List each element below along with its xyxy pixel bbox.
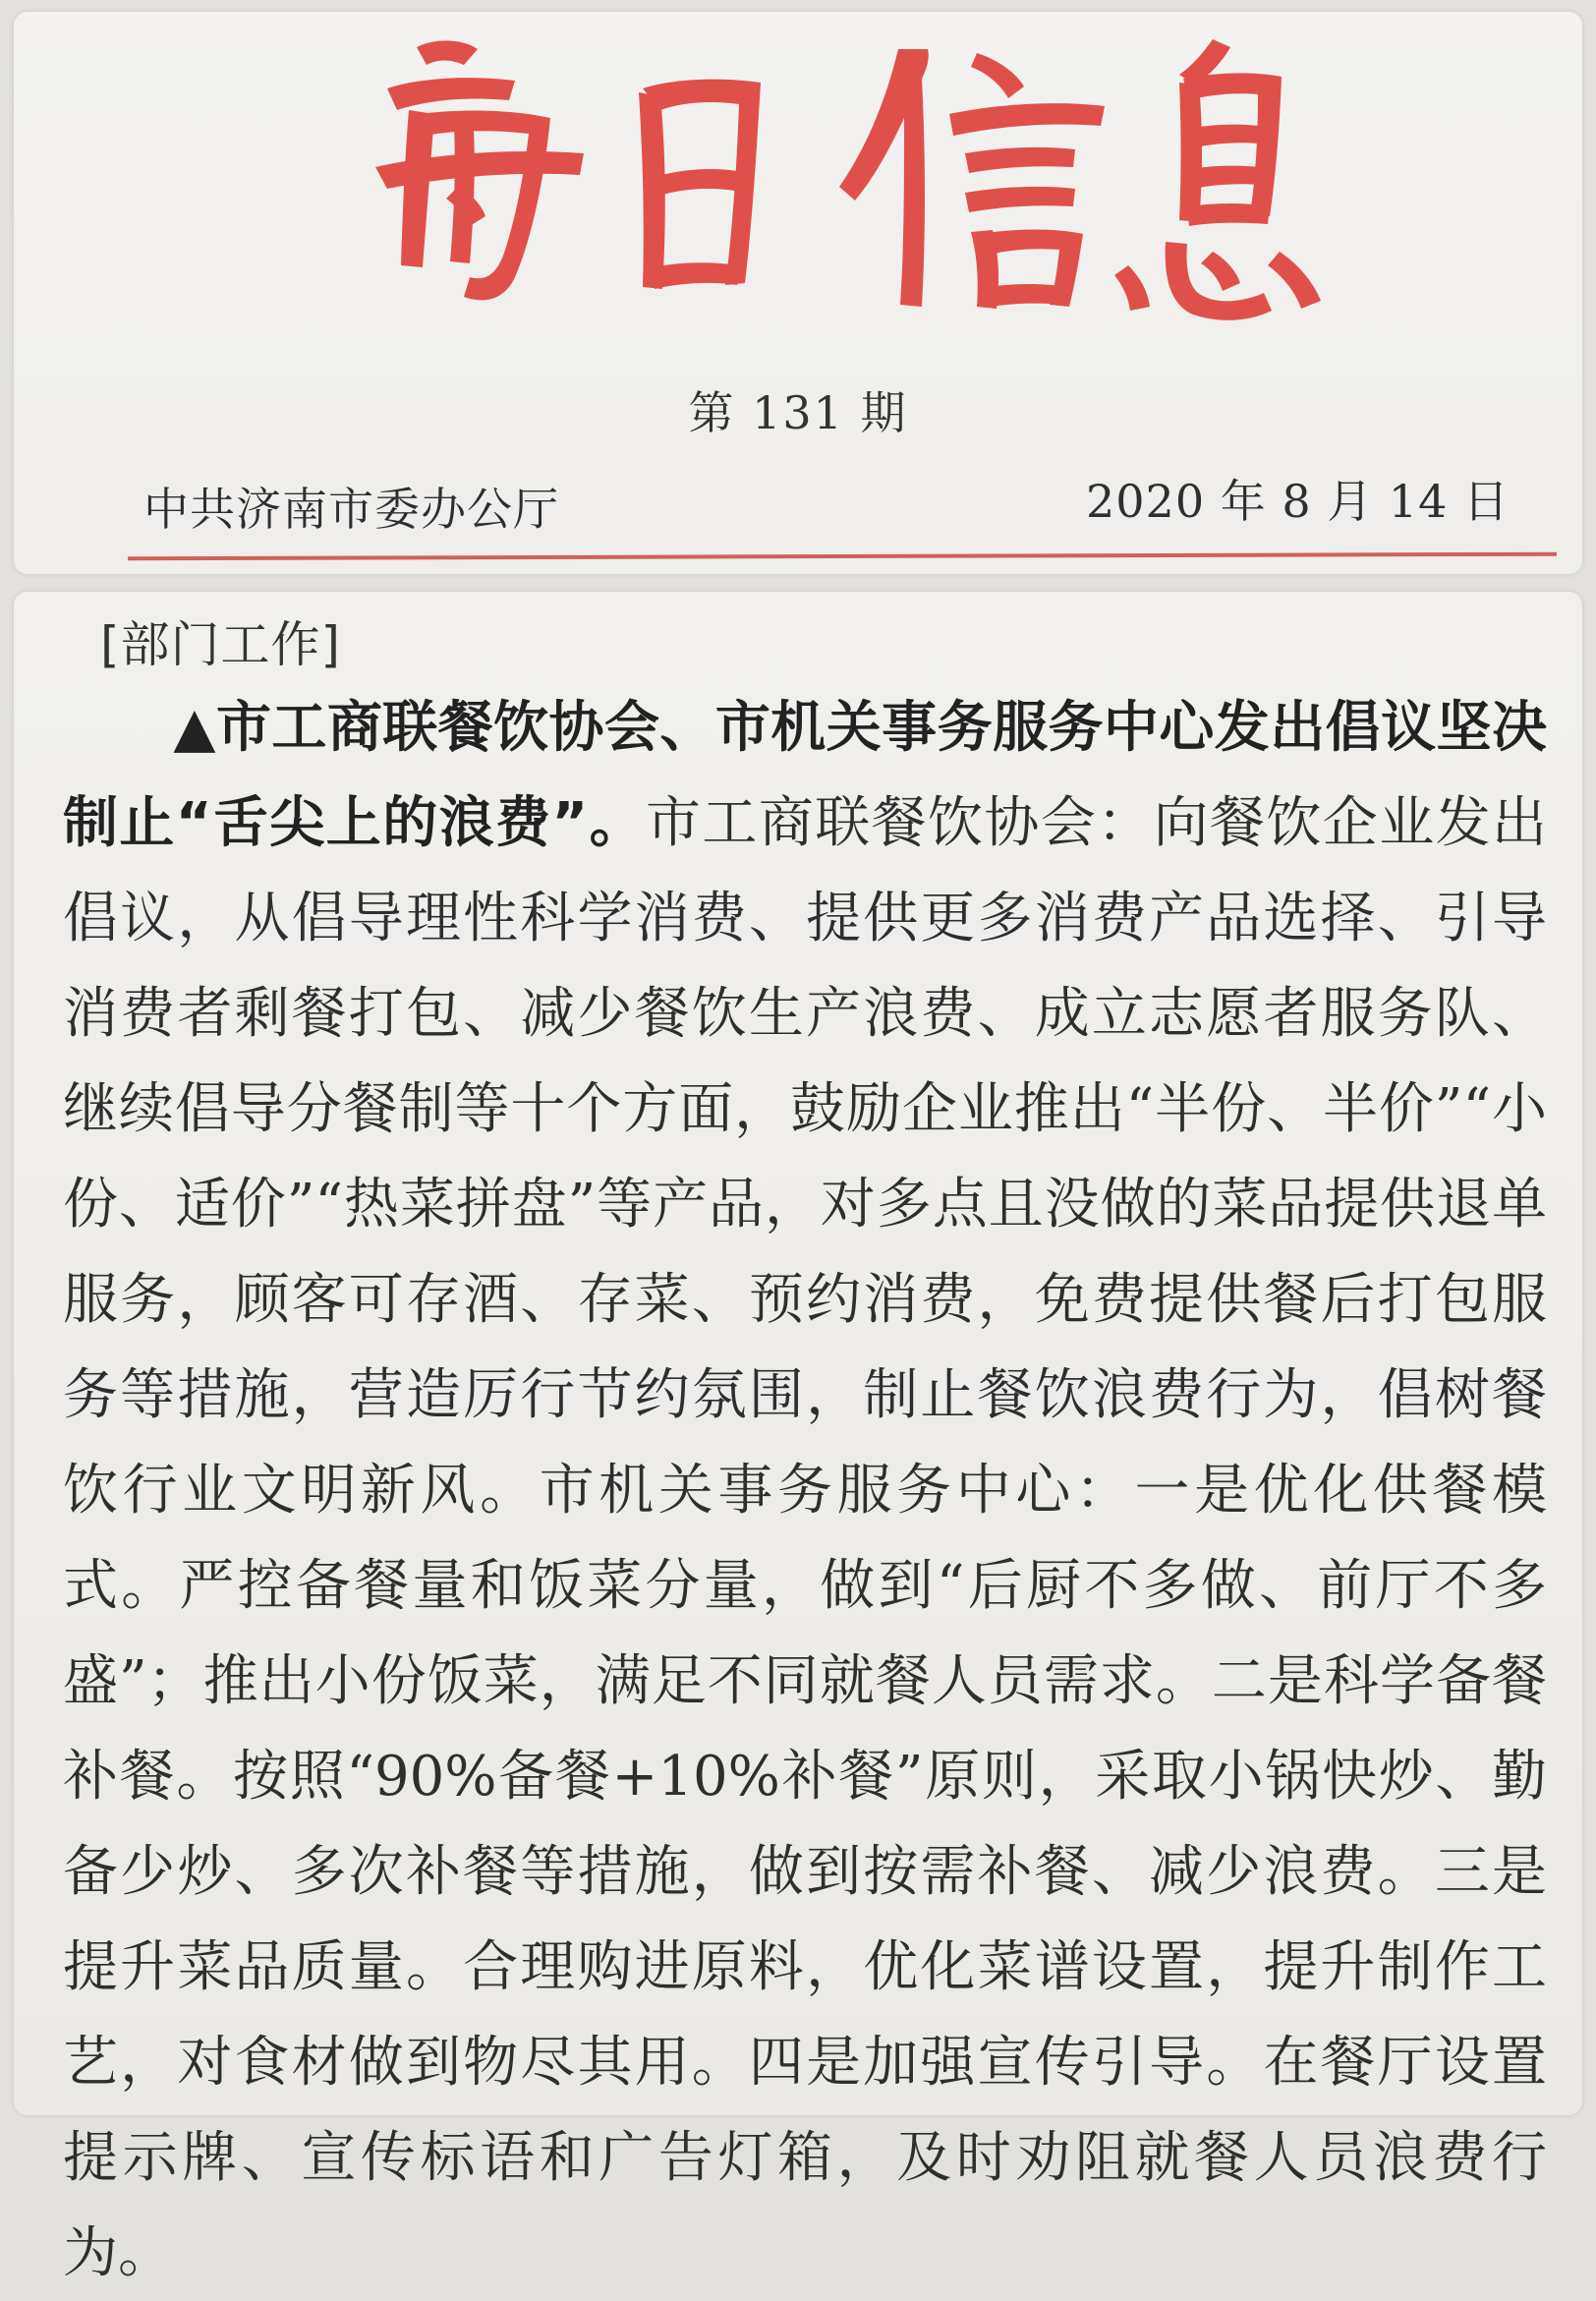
article-body [63,680,1547,2301]
article-text: 市工商联餐饮协会：向餐饮企业发出倡议，从倡导理性科学消费、提供更多消费产品选择、引导消费者剩餐打包、减少餐饮生产浪费、成立志愿者服务队、继续倡导分餐制等十个方面，鼓励企业推出“半份、半价”“小份、适价”“热菜拼盘”等产品，对多点且没做的菜品提供退单服务，顾客可存酒、存菜、预约消费，免费提供餐后打包服务等措施，营造厉行节约氛围，制止餐饮浪费行为，倡树餐饮行业文明新风。市机关事务服务中心：一是优化供餐模式。严控备餐量和饭菜分量，做到“后厨不多做、前厅不多盛”；推出小份饭菜，满足不同就餐人员需求。二是科学备餐补餐。按照“90%备餐+10%补餐”原则，采取小锅快炒、勤备少炒、多次补餐等措施，做到按需补餐、减少浪费。三是提升菜品质量。合理购进原料，优化菜谱设置，提升制作工艺，对食材做到物尽其用。四是加强宣传引导。在餐厅设置提示牌、宣传标语和广告灯箱，及时劝阻就餐人员浪费行为。 [63,791,1548,2285]
publication-date: 2020 年 8 月 14 日 [1086,475,1510,528]
issue-number: 第 131 期 [688,386,908,439]
publisher-name: 中共济南市委办公厅 [143,483,559,536]
article-panel [14,592,1582,2285]
section-label: [部门工作] [100,616,342,673]
article-headline: ▲市工商联餐饮协会、市机关事务服务中心发出倡议坚决制止“舌尖上的浪费”。 [63,696,1547,855]
masthead-panel [14,12,1582,574]
masthead-logo [348,20,1350,344]
masthead-calligraphy-icon [348,20,1350,344]
header-divider [128,552,1557,561]
